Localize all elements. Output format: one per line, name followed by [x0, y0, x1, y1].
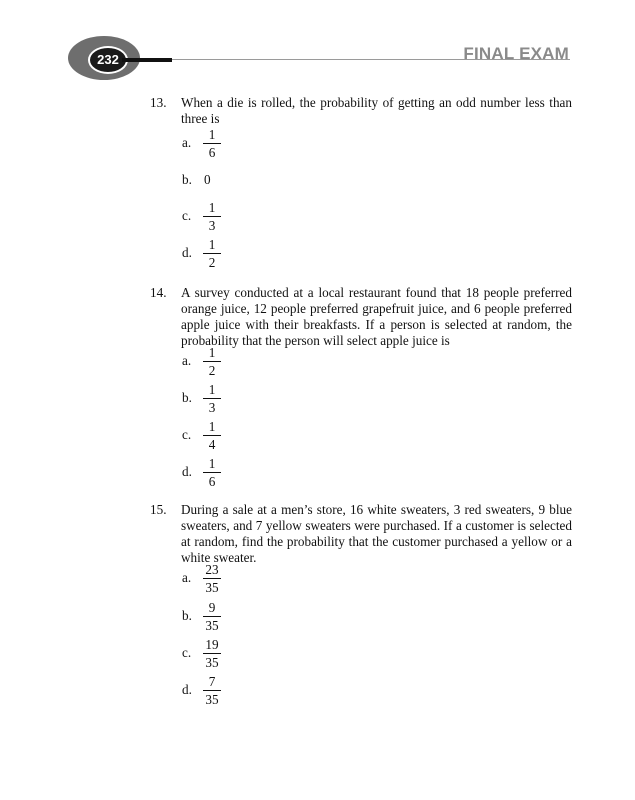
fraction — [200, 562, 224, 595]
fraction — [200, 237, 224, 270]
page-number: 232 — [88, 46, 128, 74]
denominator: 35 — [205, 580, 219, 595]
question-text: During a sale at a men’s store, 16 white sweaters, 3 red sweaters, 9 blue sweaters, and 7 yellow sweaters were purchased. If a customer is selected at random, find the probability that the customer purchased a yellow or a white sweater. — [181, 502, 572, 565]
header-rule-dark — [122, 58, 172, 62]
numerator: 1 — [208, 419, 216, 434]
fraction — [200, 419, 224, 452]
fraction-bar — [203, 435, 221, 436]
fraction-bar — [203, 653, 221, 654]
option-label: c. — [182, 208, 192, 223]
denominator: 3 — [208, 400, 216, 415]
denominator: 35 — [205, 618, 219, 633]
question-number: 14. — [150, 285, 167, 300]
section-title: FINAL EXAM — [463, 44, 569, 63]
numerator: 1 — [208, 345, 216, 360]
option-label: a. — [182, 353, 192, 368]
fraction — [200, 345, 224, 378]
question-number: 13. — [150, 95, 167, 110]
denominator: 6 — [208, 145, 216, 160]
fraction-bar — [203, 472, 221, 473]
question-text: A survey conducted at a local restaurant found that 18 people preferred orange juice, 12 people preferred grapefruit juice, and 6 people preferred apple juice with their breakfasts. If a person is selected at random, the probability that the person will select apple juice is — [181, 285, 572, 348]
numerator: 1 — [208, 237, 216, 252]
fraction-bar — [203, 578, 221, 579]
option-label: a. — [182, 570, 192, 585]
option-value: 0 — [204, 172, 211, 187]
numerator: 23 — [205, 562, 219, 577]
fraction — [200, 382, 224, 415]
numerator: 19 — [205, 637, 219, 652]
option-label: c. — [182, 645, 192, 660]
numerator: 1 — [208, 382, 216, 397]
option-label: b. — [182, 608, 192, 623]
fraction — [200, 127, 224, 160]
option-label: b. — [182, 172, 192, 187]
option-label: a. — [182, 135, 192, 150]
denominator: 2 — [208, 363, 216, 378]
fraction — [200, 200, 224, 233]
denominator: 3 — [208, 218, 216, 233]
numerator: 7 — [208, 674, 216, 689]
numerator: 1 — [208, 456, 216, 471]
question-14 — [150, 285, 572, 349]
page-header — [0, 0, 635, 100]
option-label: b. — [182, 390, 192, 405]
denominator: 6 — [208, 474, 216, 489]
question-13 — [150, 95, 572, 127]
fraction — [200, 637, 224, 670]
fraction — [200, 456, 224, 489]
fraction — [200, 674, 224, 707]
option-label: c. — [182, 427, 192, 442]
fraction-bar — [203, 216, 221, 217]
fraction-bar — [203, 361, 221, 362]
fraction-bar — [203, 253, 221, 254]
question-15 — [150, 502, 572, 566]
question-text: When a die is rolled, the probability of getting an odd number less than three is — [181, 95, 572, 126]
numerator: 1 — [208, 127, 216, 142]
fraction-bar — [203, 143, 221, 144]
fraction-bar — [203, 398, 221, 399]
option-label: d. — [182, 464, 192, 479]
denominator: 2 — [208, 255, 216, 270]
denominator: 35 — [205, 692, 219, 707]
numerator: 1 — [208, 200, 216, 215]
denominator: 35 — [205, 655, 219, 670]
option-label: d. — [182, 245, 192, 260]
option-label: d. — [182, 682, 192, 697]
fraction-bar — [203, 616, 221, 617]
question-number: 15. — [150, 502, 167, 517]
fraction-bar — [203, 690, 221, 691]
numerator: 9 — [208, 600, 216, 615]
fraction — [200, 600, 224, 633]
denominator: 4 — [208, 437, 216, 452]
